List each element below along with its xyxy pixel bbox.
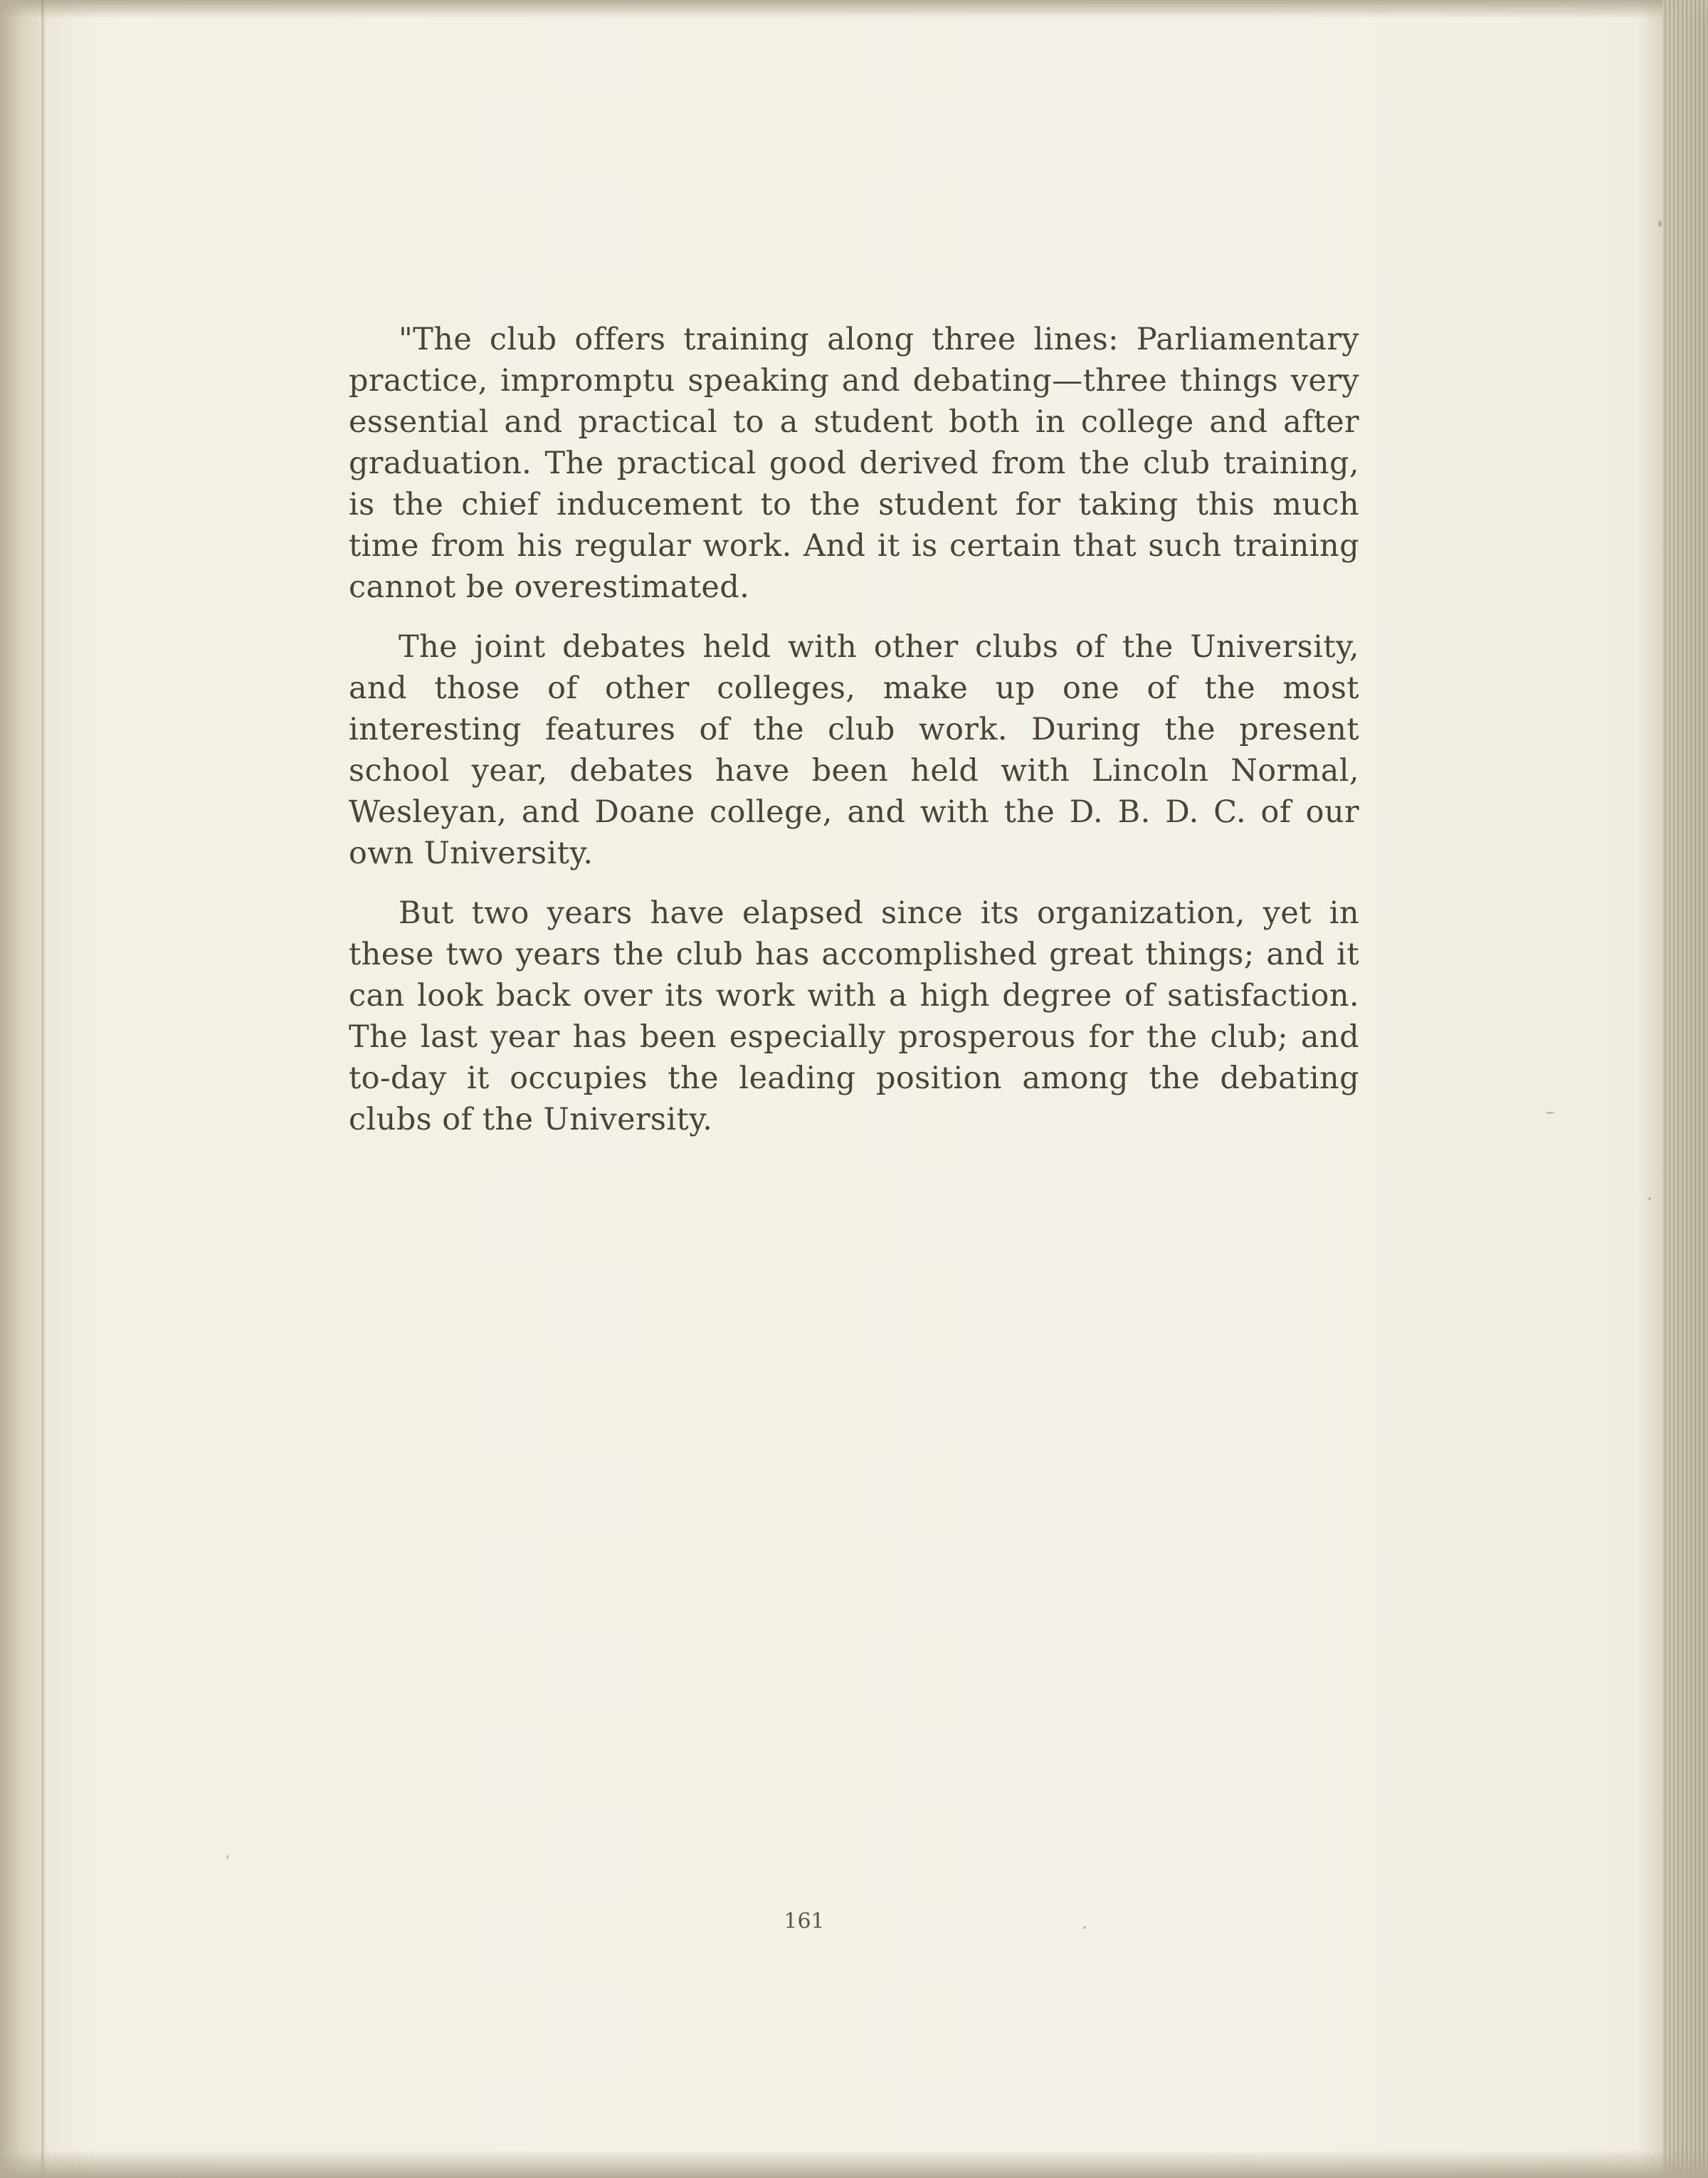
body-text [349, 319, 1359, 1159]
paragraph: But two years have elapsed since its organization, yet in these two years the club has accomplished great things; and it can look back over its work with a high degree of satisfaction. The last year has been especially prosperous for the club; and to-day it occupies the leading position among the debating clubs of the University. [349, 895, 1359, 1137]
paper-speck [226, 1855, 228, 1859]
paragraph: The joint debates held with other clubs of the University, and those of other colleges, make up one of the most interesting features of the club work. During the present school year, debates have been held with Lincoln Normal, Wesleyan, and Doane college, and with the D. B. D. C. of our own University. [349, 629, 1359, 871]
paper-speck [1546, 1112, 1554, 1114]
paragraph: "The club offers training along three lines: Parliamentary practice, impromptu speaking and debating—three things very essential and practical to a student both in college and after graduation. The practical good derived from the club training, is the chief inducement to the student for taking this much time from his regular work. And it is certain that such training cannot be overestimated. [349, 322, 1359, 605]
bottom-edge-shadow [0, 2150, 1708, 2178]
paper-speck [1083, 1926, 1086, 1929]
page-edges [1662, 0, 1708, 2178]
paper-speck [1648, 1197, 1651, 1200]
gutter-fold [41, 0, 46, 2178]
top-edge-shadow [0, 0, 1708, 19]
paper-speck [1658, 221, 1662, 227]
page-number: 161 [784, 1909, 825, 1934]
